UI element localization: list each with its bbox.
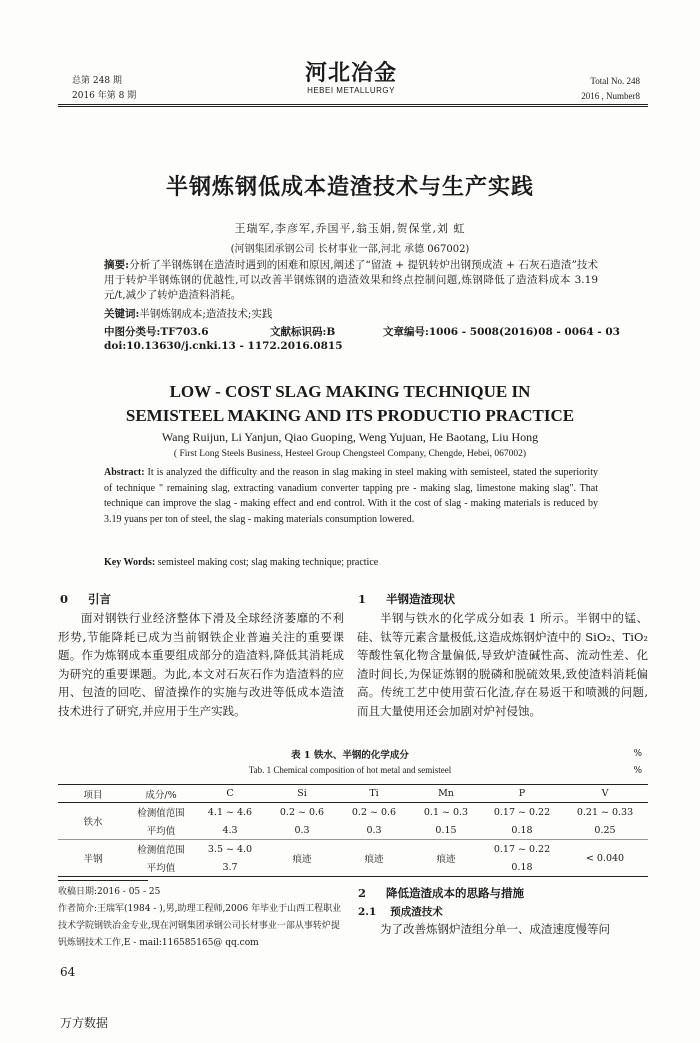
table-cell: < 0.040 (562, 840, 648, 877)
table-cell: 0.1 ~ 0.3 (423, 806, 469, 818)
table-row (58, 821, 648, 840)
document-code: 文献标识码:B (270, 326, 336, 338)
authors-cn: 王瑞军,李彦军,乔国平,翁玉娟,贺保堂,刘 虹 (234, 222, 466, 235)
received-date: 收稿日期:2016 - 05 - 25 (58, 887, 161, 897)
table-header-cell: Si (266, 785, 338, 803)
table-cell: 平均值 (128, 858, 194, 877)
keywords-en-label: Key Words: (104, 557, 156, 568)
table-cell: 检测值范围 (137, 845, 185, 856)
doi: doi:10.13630/j.cnki.13 - 1172.2016.0815 (104, 340, 343, 352)
footnote (58, 884, 344, 952)
section-0-body: 面对钢铁行业经济整体下滑及全球经济萎靡的不利形势,节能降耗已成为当前钢铁企业普遍关注的重要课题。作为炼钢成本重要组成部分的造渣料,降低其消耗成为研究的重要课题。为此,本文对石灰石作为造渣料的应用、包渣的回吃、留渣操作的实施与改进等低成本造渣技术进行了研究,并应用于生产实践。 (58, 611, 344, 718)
table-header-cell: V (562, 785, 648, 803)
subsection-2-1-body: 为了改善炼钢炉渣组分单一、成渣速度慢等问 (380, 922, 610, 936)
authors-en: Wang Ruijun, Li Yanjun, Qiao Guoping, Weng Yujuan, He Baotang, Liu Hong (161, 430, 539, 444)
section-2-title: 降低造渣成本的思路与措施 (386, 886, 525, 900)
table-header-cell: 项目 (58, 785, 128, 803)
keywords-en-text: semisteel making cost; slag making technique; practice (155, 557, 379, 568)
section-1-number: 1 (358, 592, 367, 606)
table-cell: 平均值 (128, 821, 194, 840)
table-1-unit-en: % (633, 766, 642, 776)
table-header-cell: 成分/% (128, 785, 194, 803)
subsection-2-1-title: 预成渣技术 (390, 906, 443, 918)
row-label-hot-metal: 铁水 (58, 803, 128, 840)
section-1-heading (358, 591, 455, 607)
table-header-row (58, 785, 648, 803)
table-1-caption-en: Tab. 1 Chemical composition of hot metal and semisteel (248, 765, 452, 775)
table-row (58, 840, 648, 859)
abstract-cn (104, 258, 598, 303)
table-cell: 3.5 ~ 4.0 (207, 843, 253, 855)
header-issue: 2016 年第 8 期 (72, 91, 137, 101)
section-2-heading (358, 885, 524, 901)
table-cell: 0.18 (482, 821, 562, 840)
abstract-en-label: Abstract: (104, 467, 145, 478)
article-number: 文章编号:1006 - 5008(2016)08 - 0064 - 03 (383, 326, 620, 338)
table-cell: 痕迹 (410, 840, 482, 877)
header-number: 2016 , Number8 (581, 91, 640, 101)
section-0-title: 引言 (88, 592, 112, 606)
keywords-cn-text: 半钢炼钢成本;造渣技术;实践 (139, 308, 273, 320)
section-0-number: 0 (60, 592, 69, 606)
affiliation-cn: (河钢集团承钢公司 长材事业一部,河北 承德 067002) (230, 244, 470, 255)
journal-logo (300, 62, 402, 96)
paper-title-en-line2: SEMISTEEL MAKING AND ITS PRODUCTIO PRACTICE (125, 406, 575, 425)
abstract-en-text: It is analyzed the difficulty and the reason in slag making in steel making with semisteel, stated the superiority of technique " remaining slag, extracting vanadium converter tapping pre - making slag, limestone making slag". That technique can improve the slag - making effect and end control. With it the cost of slag - making materials is reduced by 3.19 yuans per ton of steel, the slag - making materials consumption lowered. (104, 467, 598, 525)
section-1-title: 半钢造渣现状 (386, 592, 456, 606)
watermark-text: 万方数据 (60, 1016, 109, 1030)
subsection-2-1-number: 2.1 (358, 906, 377, 918)
journal-logo-cn: 河北冶金 (304, 61, 397, 86)
abstract-en (104, 465, 598, 527)
header-rule (58, 104, 648, 105)
paper-title-cn: 半钢炼钢低成本造渣技术与生产实践 (165, 175, 534, 200)
table-cell: 0.3 (266, 821, 338, 840)
footnote-rule (58, 880, 148, 881)
paper-title-en-line1: LOW - COST SLAG MAKING TECHNIQUE IN (169, 382, 531, 401)
table-row (58, 803, 648, 822)
table-cell: 4.1 ~ 4.6 (207, 806, 253, 818)
table-cell: 痕迹 (338, 840, 410, 877)
header-rule-2 (58, 106, 648, 107)
section-0-heading (60, 591, 111, 607)
section-2-number: 2 (358, 886, 367, 900)
row-label-semisteel: 半钢 (58, 840, 128, 877)
subsection-2-1-heading (358, 904, 443, 919)
table-1-unit: % (633, 749, 642, 759)
journal-logo-en: HEBEI METALLURGY (307, 86, 395, 95)
table-header-cell: C (194, 785, 266, 803)
table-cell: 0.17 ~ 0.22 (493, 806, 551, 818)
section-1-body: 半钢与铁水的化学成分如表 1 所示。半钢中的锰、硅、钛等元素含量极低,这造成炼钢炉渣中的 SiO₂、TiO₂ 等酸性氧化物含量偏低,导致炉渣碱性高、流动性差、化渣时间长,为保证炼钢的脱磷和脱硫效果,致使渣料消耗偏高。传统工艺中使用萤石化渣,存在易返干和喷溅的问题,而且大量使用还会加剧对炉衬侵蚀。 (357, 611, 648, 718)
affiliation-en: ( First Long Steels Business, Hesteel Group Chengsteel Company, Chengde, Hebei, 067002) (173, 449, 527, 459)
chemical-composition-table (58, 784, 648, 877)
table-cell: 0.3 (338, 821, 410, 840)
table-header-cell: Ti (338, 785, 410, 803)
header-total-no: Total No. 248 (590, 76, 640, 86)
page-number: 64 (60, 965, 76, 979)
abstract-cn-text: 分析了半钢炼钢在造渣时遇到的困难和原因,阐述了“留渣 + 提钒转炉出钢预成渣 + 石灰石造渣”技术用于转炉半钢炼钢的优越性,可以改善半钢炼钢的造渣效果和终点控制问题,炼钢降低了造渣料成本 3.19 元/t,减少了转炉造渣料消耗。 (104, 259, 598, 301)
table-cell: 0.25 (562, 821, 648, 840)
table-cell: 0.2 ~ 0.6 (279, 806, 325, 818)
table-header-cell: P (482, 785, 562, 803)
table-cell: 0.17 ~ 0.22 (493, 843, 551, 855)
clc-number: 中图分类号:TF703.6 (104, 326, 209, 338)
abstract-cn-label: 摘要: (104, 259, 130, 271)
header-volume: 总第 248 期 (72, 76, 122, 86)
table-cell: 0.21 ~ 0.33 (576, 806, 634, 818)
table-cell: 检测值范围 (137, 808, 185, 819)
table-cell: 3.7 (194, 858, 266, 877)
keywords-en (104, 555, 598, 571)
table-header-cell: Mn (410, 785, 482, 803)
table-cell: 痕迹 (266, 840, 338, 877)
keywords-cn (104, 307, 598, 322)
table-cell: 0.15 (410, 821, 482, 840)
table-cell: 0.18 (482, 858, 562, 877)
table-cell: 0.2 ~ 0.6 (351, 806, 397, 818)
table-1-caption-cn: 表 1 铁水、半钢的化学成分 (291, 750, 409, 761)
keywords-cn-label: 关键词: (104, 308, 140, 320)
author-bio: 作者简介:王瑞军(1984 - ),男,助理工程师,2006 年毕业于山西工程职业技术学院钢铁冶金专业,现在河钢集团承钢公司长材事业一部从事转炉提钒炼钢技术工作,E - mail:116585165@ qq.com (58, 904, 342, 948)
table-cell: 4.3 (194, 821, 266, 840)
